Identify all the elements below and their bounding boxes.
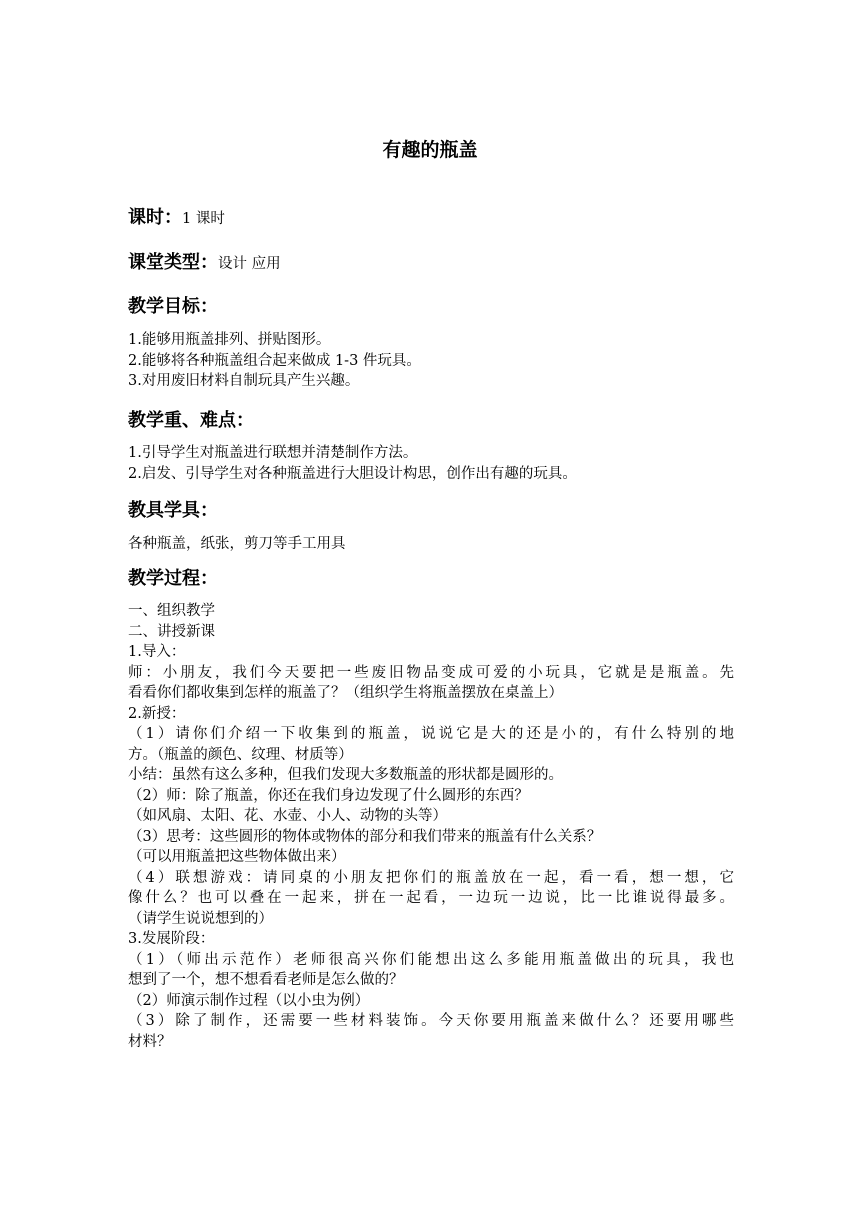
- process-line: 像什么？也可以叠在一起来，拼在一起看，一边玩一边说，比一比谁说得最多。: [128, 890, 734, 906]
- process-line: 方。（瓶盖的颜色、纹理、材质等）: [128, 746, 353, 763]
- process-line: 师：小朋友，我们今天要把一些废旧物品变成可爱的小玩具，它就是是瓶盖。先: [128, 664, 734, 681]
- class-type-field: [128, 252, 281, 275]
- process-line: （2）师演示制作过程（以小虫为例）: [128, 992, 370, 1009]
- class-hours-label: 课时：: [128, 207, 182, 228]
- process-heading: 教学过程：: [128, 568, 218, 589]
- process-line: （3）思考：这些圆形的物体或物体的部分和我们带来的瓶盖有什么关系？: [128, 828, 602, 845]
- materials-list: [128, 534, 734, 555]
- process-line: 2.新授：: [128, 705, 186, 722]
- objectives-list: [128, 330, 734, 392]
- objectives-heading: 教学目标：: [128, 296, 218, 317]
- key-points-list: [128, 443, 734, 484]
- process-line: 看看你们都收集到怎样的瓶盖了？（组织学生将瓶盖摆放在桌盖上）: [128, 685, 563, 701]
- process-line: （1）（师出示范作）老师很高兴你们能想出这么多能用瓶盖做出的玩具，我也: [128, 951, 734, 968]
- process-line: 小结：虽然有这么多种，但我们发现大多数瓶盖的形状都是圆形的。: [128, 767, 563, 783]
- process-line: 想到了一个，想不想看看老师是怎么做的？: [128, 972, 404, 988]
- process-line: 一、组织教学: [128, 603, 215, 619]
- process-line: 二、讲授新课: [128, 623, 215, 640]
- process-line: （2）师：除了瓶盖，你还在我们身边发现了什么圆形的东西？: [128, 787, 529, 804]
- class-hours-value: 1 课时: [182, 211, 225, 227]
- key-points-heading: 教学重、难点：: [128, 410, 254, 431]
- document-title: 有趣的瓶盖: [382, 139, 478, 161]
- materials-item: 各种瓶盖，纸张，剪刀等手工用具: [128, 536, 346, 552]
- process-line: （如风扇、太阳、花、水壶、小人、动物的头等）: [128, 808, 447, 824]
- class-type-label: 课堂类型：: [128, 252, 218, 273]
- process-line: （1）请你们介绍一下收集到的瓶盖，说说它是大的还是小的，有什么特别的地: [128, 726, 734, 742]
- process-line: 3.发展阶段：: [128, 931, 215, 947]
- process-line: 材料？: [128, 1033, 172, 1050]
- process-line: （请学生说说想到的）: [128, 910, 273, 927]
- materials-heading: 教具学具：: [128, 500, 218, 521]
- process-line: 1.导入：: [128, 644, 186, 660]
- process-line: （4）联想游戏：请同桌的小朋友把你们的瓶盖放在一起，看一看，想一想，它: [128, 869, 734, 886]
- class-hours-field: [128, 207, 225, 230]
- key-point-item: 2.启发、引导学生对各种瓶盖进行大胆设计构思，创作出有趣的玩具。: [128, 465, 577, 482]
- objective-item: 3.对用废旧材料自制玩具产生兴趣。: [128, 373, 360, 389]
- process-line: （可以用瓶盖把这些物体做出来）: [128, 849, 346, 865]
- class-type-value: 设计 应用: [218, 256, 281, 272]
- objective-item: 2.能够将各种瓶盖组合起来做成 1-3 件玩具。: [128, 352, 421, 369]
- process-line: （3）除了制作，还需要一些材料装饰。今天你要用瓶盖来做什么？还要用哪些: [128, 1013, 734, 1029]
- objective-item: 1.能够用瓶盖排列、拼贴图形。: [128, 332, 331, 348]
- key-point-item: 1.引导学生对瓶盖进行联想并清楚制作方法。: [128, 445, 418, 461]
- process-body: [128, 601, 734, 1052]
